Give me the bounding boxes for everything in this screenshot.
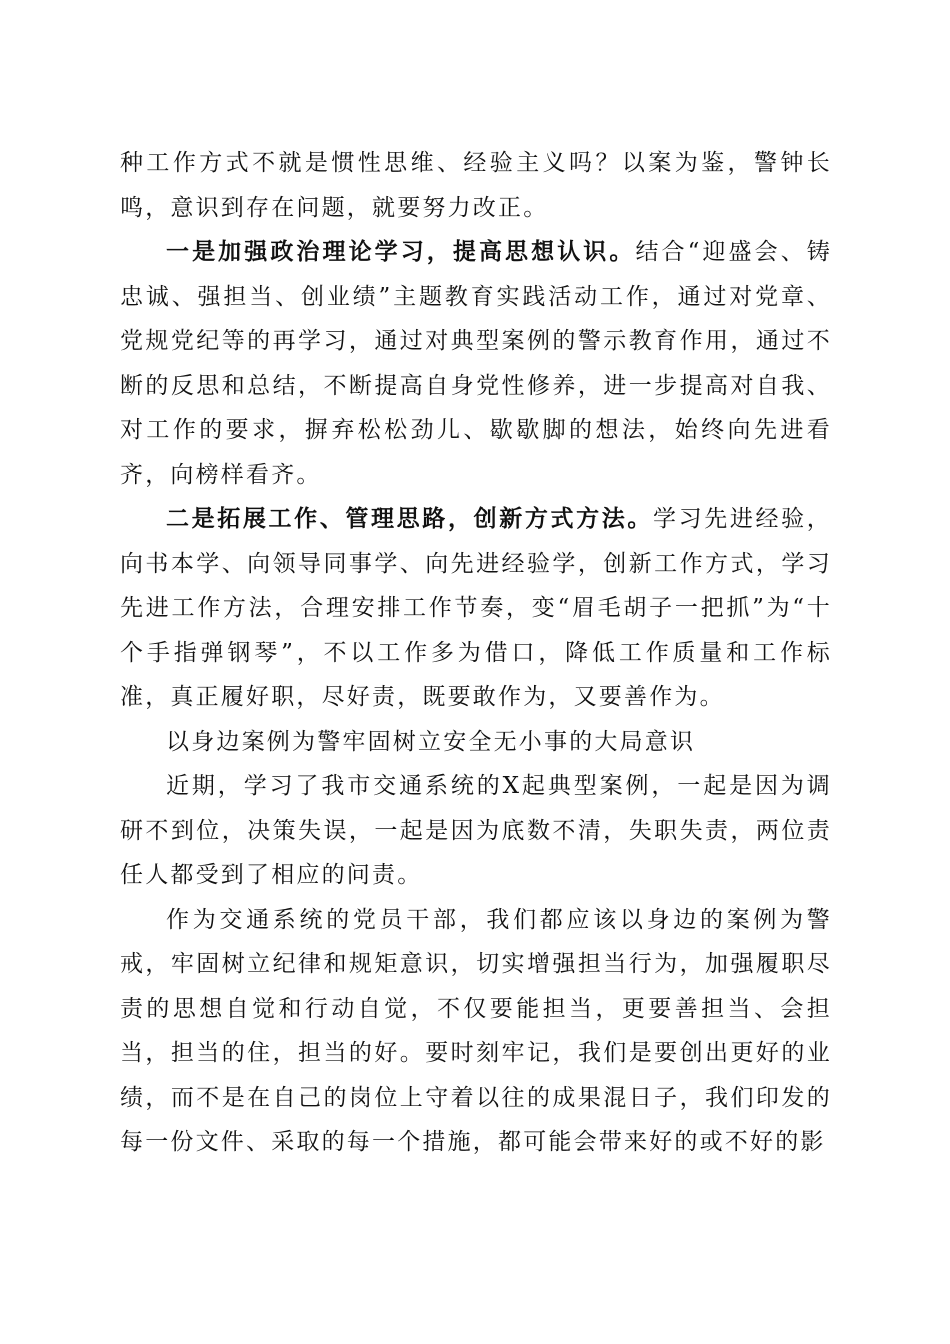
paragraph-recent-cases — [120, 764, 832, 898]
paragraph-text: 作为交通系统的党员干部，我们都应该以身边的案例为警戒，牢固树立纪律和规矩意识，切实增强担当行为，加强履职尽责的思想自觉和行动自觉，不仅要能担当，更要善担当、会担当，担当的住，担当的好。要时刻牢记，我们是要创出更好的业绩，而不是在自己的岗位上守着以往的成果混日子，我们印发的每一份文件、采取的每一个措施，都可能会带来好的或不好的影 — [120, 906, 832, 1155]
section-title — [120, 720, 832, 765]
section-title-text: 以身边案例为警牢固树立安全无小事的大局意识 — [166, 728, 696, 755]
paragraph-text: 结合“迎盛会、铸忠诚、强担当、创业绩”主题教育实践活动工作，通过对党章、党规党纪等的再学习，通过对典型案例的警示教育作用，通过不断的反思和总结，不断提高自身党性修养，进一步提高对自我、对工作的要求，摒弃松松劲儿、歇歇脚的想法，始终向先进看齐，向榜样看齐。 — [120, 239, 832, 488]
paragraph-text: 种工作方式不就是惯性思维、经验主义吗？以案为鉴，警钟长鸣，意识到存在问题，就要努力改正。 — [120, 150, 832, 221]
paragraph-point-two — [120, 497, 832, 720]
paragraph-point-one — [120, 230, 832, 497]
paragraph-lead-heading: 二是拓展工作、管理思路，创新方式方法。 — [166, 505, 653, 532]
document-body — [120, 141, 832, 1165]
paragraph-continuation — [120, 141, 832, 230]
paragraph-party-cadres — [120, 898, 832, 1165]
paragraph-text: 学习先进经验，向书本学、向领导同事学、向先进经验学，创新工作方式，学习先进工作方法，合理安排工作节奏，变“眉毛胡子一把抓”为“十个手指弹钢琴”，不以工作多为借口，降低工作质量和工作标准，真正履好职，尽好责，既要敢作为，又要善作为。 — [120, 506, 832, 710]
paragraph-text: 近期，学习了我市交通系统的X起典型案例，一起是因为调研不到位，决策失误，一起是因为底数不清，失职失责，两位责任人都受到了相应的问责。 — [120, 773, 832, 888]
paragraph-lead-heading: 一是加强政治理论学习，提高思想认识。 — [166, 238, 636, 265]
